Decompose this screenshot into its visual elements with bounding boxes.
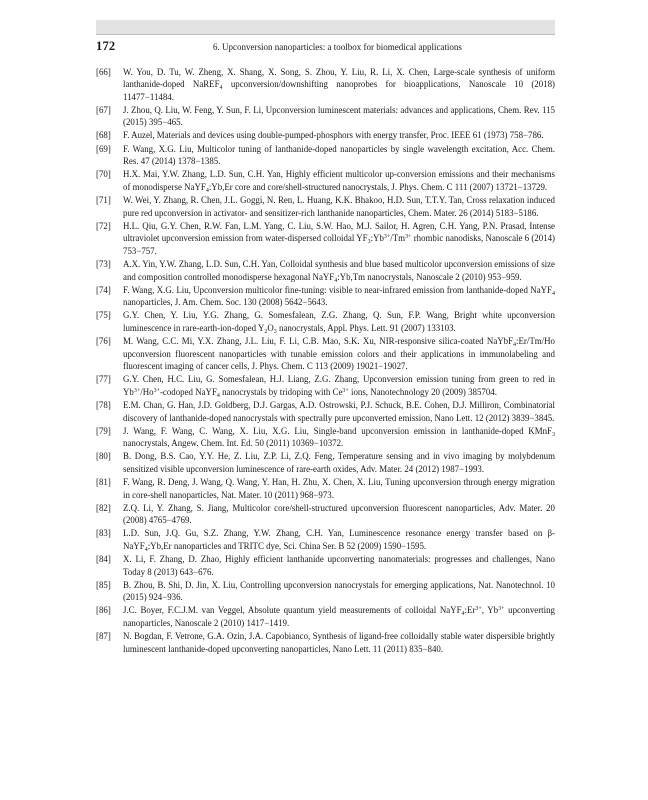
reference-item bbox=[96, 104, 555, 129]
reference-item bbox=[96, 168, 555, 193]
reference-text: F. Auzel, Materials and devices using double-pumped-phosphors with energy transfer, Proc. IEEE 61 (1973) 758−786. bbox=[123, 130, 544, 141]
reference-text: A.X. Yin, Y.W. Zhang, L.D. Sun, C.H. Yan, Colloidal synthesis and blue based multicolor upconversion emissions of size and composition controlled monodisperse hexagonal NaYF$_4$:Yb,Tm nanocrystals, Nanoscale 2 (2010) 953−959. bbox=[123, 258, 555, 284]
reference-item bbox=[96, 604, 555, 629]
reference-item bbox=[96, 630, 555, 655]
reference-number: [72] bbox=[96, 220, 111, 231]
reference-text: H.L. Qiu, G.Y. Chen, R.W. Fan, L.M. Yang, C. Liu, S.W. Hao, M.J. Sailor, H. Agren, C.H. Yang, P.N. Prasad, Intense ultraviolet upconversion emission from water-dispersed colloidal $YF_3:Yb^{3+}/Tm^{3+}$ rhombic nanodisks, Nanoscale 6 (2014) 753−757. bbox=[123, 220, 555, 256]
reference-number: [87] bbox=[96, 631, 111, 642]
reference-item bbox=[96, 399, 555, 424]
reference-text: L.D. Sun, J.Q. Gu, S.Z. Zhang, Y.W. Zhang, C.H. Yan, Luminescence resonance energy transfer based on β-NaYF$_4$:Yb,Er nanoparticles and TRITC dye, Sci. China Ser. B 52 (2009) 1590−1595. bbox=[123, 528, 555, 553]
reference-list bbox=[96, 66, 555, 656]
reference-item bbox=[96, 194, 555, 219]
reference-text: W. You, D. Tu, W. Zheng, X. Shang, X. Song, S. Zhou, Y. Liu, R. Li, X. Chen, Large-scale synthesis of uniform lanthanide-doped NaREF$_4$ upconversion/downshifting nanoprobes for bioapplications, Nanoscale 10 (2018) 11477−11484. bbox=[123, 66, 556, 102]
reference-number: [78] bbox=[96, 399, 111, 410]
reference-item bbox=[96, 129, 555, 142]
reference-text: J. Zhou, Q. Liu, W. Feng, Y. Sun, F. Li, Upconversion luminescent materials: advances and applications, Chem. Rev. 115 (2015) 395−465. bbox=[123, 104, 555, 128]
reference-number: [75] bbox=[96, 310, 111, 321]
reference-text: G.Y. Chen, Y. Liu, Y.G. Zhang, G. Somesfalean, Z.G. Zhang, Q. Sun, F.P. Wang, Bright white upconversion luminescence in rare-earth-ion-doped $Y_2O_3$ nanocrystals, Appl. Phys. Lett. 91 (2007) 133103. bbox=[123, 310, 555, 335]
reference-number: [79] bbox=[96, 425, 111, 436]
reference-number: [80] bbox=[96, 451, 111, 462]
reference-number: [86] bbox=[96, 605, 111, 616]
reference-number: [76] bbox=[96, 335, 111, 346]
reference-text: H.X. Mai, Y.W. Zhang, L.D. Sun, C.H. Yan, Highly efficient multicolor up-conversion emissions and their mechanisms of monodisperse NaYF$_4$:Yb,Er core and core/shell-structured nanocrystals, J. Phys. Chem. C 111 (2007) 13721−13729. bbox=[123, 169, 555, 194]
reference-number: [84] bbox=[96, 554, 111, 565]
reference-number: [71] bbox=[96, 194, 111, 205]
reference-item bbox=[96, 258, 555, 283]
reference-text: J.C. Boyer, F.C.J.M. van Veggel, Absolute quantum yield measurements of colloidal $NaYF_4:Er^{3+}$, $Yb^{3+}$ upconverting nanoparticles, Nanoscale 2 (2010) 1417−1419. bbox=[123, 605, 555, 629]
reference-item bbox=[96, 335, 555, 373]
page-number: 172 bbox=[96, 39, 116, 53]
header-rule bbox=[96, 34, 555, 35]
reference-item bbox=[96, 476, 555, 501]
reference-number: [85] bbox=[96, 579, 111, 590]
header-band bbox=[96, 20, 555, 34]
reference-number: [69] bbox=[96, 143, 111, 154]
reference-item bbox=[96, 284, 555, 309]
reference-item bbox=[96, 373, 555, 398]
reference-text: G.Y. Chen, H.C. Liu, G. Somesfalean, H.J. Liang, Z.G. Zhang, Upconversion emission tuning from green to red in $Yb^{3+}/Ho^{3+}$-codoped NaYF$_4$ nanocrystals by tridoping with $Ce^{3+}$ ions, Nanotechnology 20 (2009) 385704. bbox=[123, 374, 555, 399]
reference-number: [81] bbox=[96, 477, 111, 487]
reference-number: [67] bbox=[96, 104, 111, 115]
reference-number: [73] bbox=[96, 258, 111, 269]
reference-item bbox=[96, 553, 555, 578]
reference-item bbox=[96, 579, 555, 604]
reference-number: [83] bbox=[96, 528, 111, 539]
reference-text: N. Bogdan, F. Vetrone, G.A. Ozin, J.A. Capobianco, Synthesis of ligand-free colloidally stable water dispersible brightly luminescent lanthanide-doped upconverting nanoparticles, Nano Lett. 11 (2011) 835−840. bbox=[123, 631, 555, 654]
reference-text: B. Zhou, B. Shi, D. Jin, X. Liu, Controlling upconversion nanocrystals for emerging applications, Nat. Nanotechnol. 10 (2015) 924−936. bbox=[123, 579, 555, 603]
reference-item bbox=[96, 502, 555, 527]
reference-text: M. Wang, C.C. Mi, Y.X. Zhang, J.L. Liu, F. Li, C.B. Mao, S.K. Xu, NIR-responsive silica-coated NaYbF$_4$:Er/Tm/Ho upconversion fluorescent nanoparticles with tunable emission colors and their applications in immunolabeling and fluorescent imaging of cancer cells, J. Phys. Chem. C 113 (2009) 19021−19027. bbox=[123, 335, 555, 372]
reference-item bbox=[96, 220, 555, 258]
reference-text: E.M. Chan, G. Han, J.D. Goldberg, D.J. Gargas, A.D. Ostrowski, P.J. Schuck, B.E. Cohen, D.J. Milliron, Combinatorial discovery of lanthanide-doped nanocrystals with spectrally pure upconverted emission, Nano Lett. 12 (2012) 3839−3845. bbox=[123, 399, 555, 423]
reference-item bbox=[96, 425, 555, 450]
reference-text: J. Wang, F. Wang, C. Wang, X. Liu, X.G. Liu, Single-band upconversion emission in lanthanide-doped KMnF$_3$ nanocrystals, Angew. Chem. Int. Ed. 50 (2011) 10369−10372. bbox=[123, 425, 555, 449]
reference-item bbox=[96, 527, 555, 552]
reference-text: X. Li, F. Zhang, D. Zhao, Highly efficient lanthanide upconverting nanomaterials: progresses and challenges, Nano Today 8 (2013) 643−676. bbox=[123, 554, 555, 577]
reference-number: [68] bbox=[96, 130, 111, 141]
reference-text: W. Wei, Y. Zhang, R. Chen, J.L. Goggi, N. Ren, L. Huang, K.K. Bhakoo, H.D. Sun, T.T.Y. Tan, Cross relaxation induced pure red upconversion in activator- and sensitizer-rich lanthanide nanoparticles, Chem. Mater. 26 (2014) 5183−5186. bbox=[123, 194, 555, 218]
reference-text: B. Dong, B.S. Cao, Y.Y. He, Z. Liu, Z.P. Li, Z.Q. Feng, Temperature sensing and in vivo imaging by molybdenum sensitized visible upconversion luminescence of rare-earth oxides, Adv. Mater. 24 (2012) 1987−1993. bbox=[123, 451, 555, 474]
reference-number: [74] bbox=[96, 284, 111, 295]
reference-text: F. Wang, R. Deng, J. Wang, Q. Wang, Y. Han, H. Zhu, X. Chen, X. Liu, Tuning upconversion through energy migration in core-shell nanoparticles, Nat. Mater. 10 (2011) 968−973. bbox=[123, 477, 555, 500]
running-title: 6. Upconversion nanoparticles: a toolbox for biomedical applications bbox=[213, 42, 462, 52]
reference-item bbox=[96, 143, 555, 168]
reference-item bbox=[96, 309, 555, 334]
reference-number: [77] bbox=[96, 374, 111, 385]
reference-number: [66] bbox=[96, 66, 111, 77]
reference-text: F. Wang, X.G. Liu, Upconversion multicolor fine-tuning: visible to near-infrared emission from lanthanide-doped NaYF$_4$ nanoparticles, J. Am. Chem. Soc. 130 (2008) 5642−5643. bbox=[123, 284, 555, 308]
reference-item bbox=[96, 450, 555, 475]
reference-item bbox=[96, 66, 555, 104]
reference-text: F. Wang, X.G. Liu, Multicolor tuning of lanthanide-doped nanoparticles by single wavelength excitation, Acc. Chem. Res. 47 (2014) 1378−1385. bbox=[123, 143, 555, 167]
reference-text: Z.Q. Li, Y. Zhang, S. Jiang, Multicolor core/shell-structured upconversion fluorescent nanoparticles, Adv. Mater. 20 (2008) 4765−4769. bbox=[123, 502, 555, 526]
reference-number: [82] bbox=[96, 502, 111, 513]
reference-number: [70] bbox=[96, 169, 111, 180]
